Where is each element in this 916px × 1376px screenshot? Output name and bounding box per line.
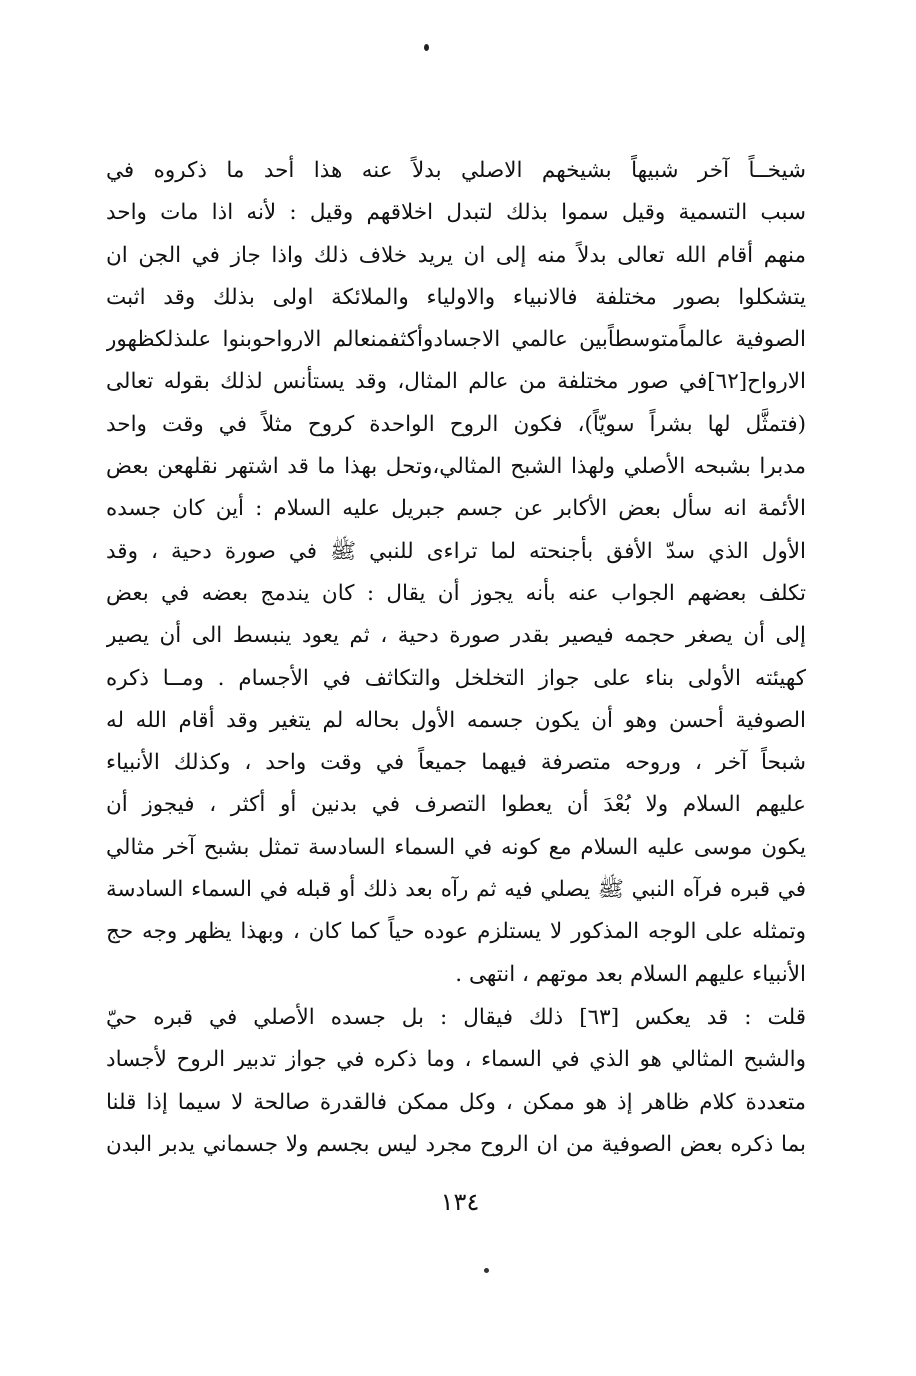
text-line: الصوفية عالماًمتوسطاًبين عالمي الاجسادوأكثفمنعالم الارواحوبنوا علىذلكظهور: [106, 327, 806, 353]
text-line: الارواح[٦٢]في صور مختلفة من عالم المثال، وقد يستأنس لذلك بقوله تعالى: [106, 369, 806, 395]
text-line: كهيئته الأولى بناء على جواز التخلخل والتكاثف في الأجسام . ومــا ذكره: [106, 665, 806, 691]
text-line: إلى أن يصغر حجمه فيصير بقدر صورة دحية ، ثم يعود ينبسط الى أن يصير: [106, 623, 806, 649]
text-line: وتمثله على الوجه المذكور لا يستلزم عوده حياً كما كان ، وبهذا يظهر وجه حج: [106, 919, 806, 945]
page-number: ١٣٤: [440, 1188, 480, 1216]
text-line: تكلف بعضهم الجواب عنه بأنه يجوز أن يقال : كان يندمج بعضه في بعض: [106, 580, 806, 606]
text-line: الصوفية أحسن وهو أن يكون جسمه الأول بحاله لم يتغير وقد أقام الله له: [106, 707, 806, 733]
text-line: بما ذكره بعض الصوفية من ان الروح مجرد ليس بجسم ولا جسماني يدبر البدن: [106, 1131, 806, 1157]
paragraph-1: [106, 150, 806, 996]
text-line: الأئمة انه سأل بعض الأكابر عن جسم جبريل عليه السلام : أين كان جسده: [106, 496, 806, 522]
bottom-ink-mark: [484, 1268, 489, 1273]
text-line: متعددة كلام ظاهر إذ هو ممكن ، وكل ممكن فالقدرة صالحة لا سيما إذا قلنا: [106, 1089, 806, 1115]
text-line: منهم أقام الله تعالى بدلاً منه إلى ان يريد خلاف ذلك واذا جاز في الجن ان: [106, 242, 806, 268]
text-line: يكون موسى عليه السلام مع كونه في السماء السادسة تمثل بشبح آخر مثالي: [106, 834, 806, 860]
text-line: يتشكلوا بصور مختلفة فالانبياء والاولياء والملائكة اولى بذلك وقد اثبت: [106, 284, 806, 310]
top-ink-mark: [424, 44, 429, 51]
text-line: والشبح المثالي هو الذي في السماء ، وما ذكره في جواز تدبير الروح لأجساد: [106, 1047, 806, 1073]
text-line: قلت : قد يعكس [٦٣] ذلك فيقال : بل جسده الأصلي في قبره حيّ: [106, 1005, 806, 1030]
text-line: سبب التسمية وقيل سموا بذلك لتبدل اخلاقهم وقيل : لأنه اذا مات واحد: [106, 200, 806, 226]
text-line: (فتمثَّل لها بشراً سويّاً)، فكون الروح الواحدة كروح مثلاً في وقت واحد: [106, 411, 806, 437]
text-line: مدبرا بشبحه الأصلي ولهذا الشبح المثالي،وتحل بهذا ما قد اشتهر نقلهعن بعض: [106, 454, 806, 480]
text-line: الأول الذي سدّ الأفق بأجنحته لما تراءى للنبي ﷺ في صورة دحية ، وقد: [106, 538, 806, 564]
text-line: في قبره فرآه النبي ﷺ يصلي فيه ثم رآه بعد ذلك أو قبله في السماء السادسة: [106, 877, 806, 903]
text-line: شبحاً آخر ، وروحه متصرفة فيهما جميعاً في وقت واحد ، وكذلك الأنبياء: [106, 750, 806, 776]
text-line: شيخــاً آخر شبيهاً بشيخهم الاصلي بدلاً عنه هذا أحد ما ذكروه في: [106, 158, 806, 183]
paragraph-2: [106, 997, 806, 1166]
text-line: الأنبياء عليهم السلام بعد موتهم ، انتهى .: [455, 961, 806, 987]
text-line: عليهم السلام ولا بُعْدَ أن يعطوا التصرف في بدنين أو أكثر ، فيجوز أن: [106, 792, 806, 818]
